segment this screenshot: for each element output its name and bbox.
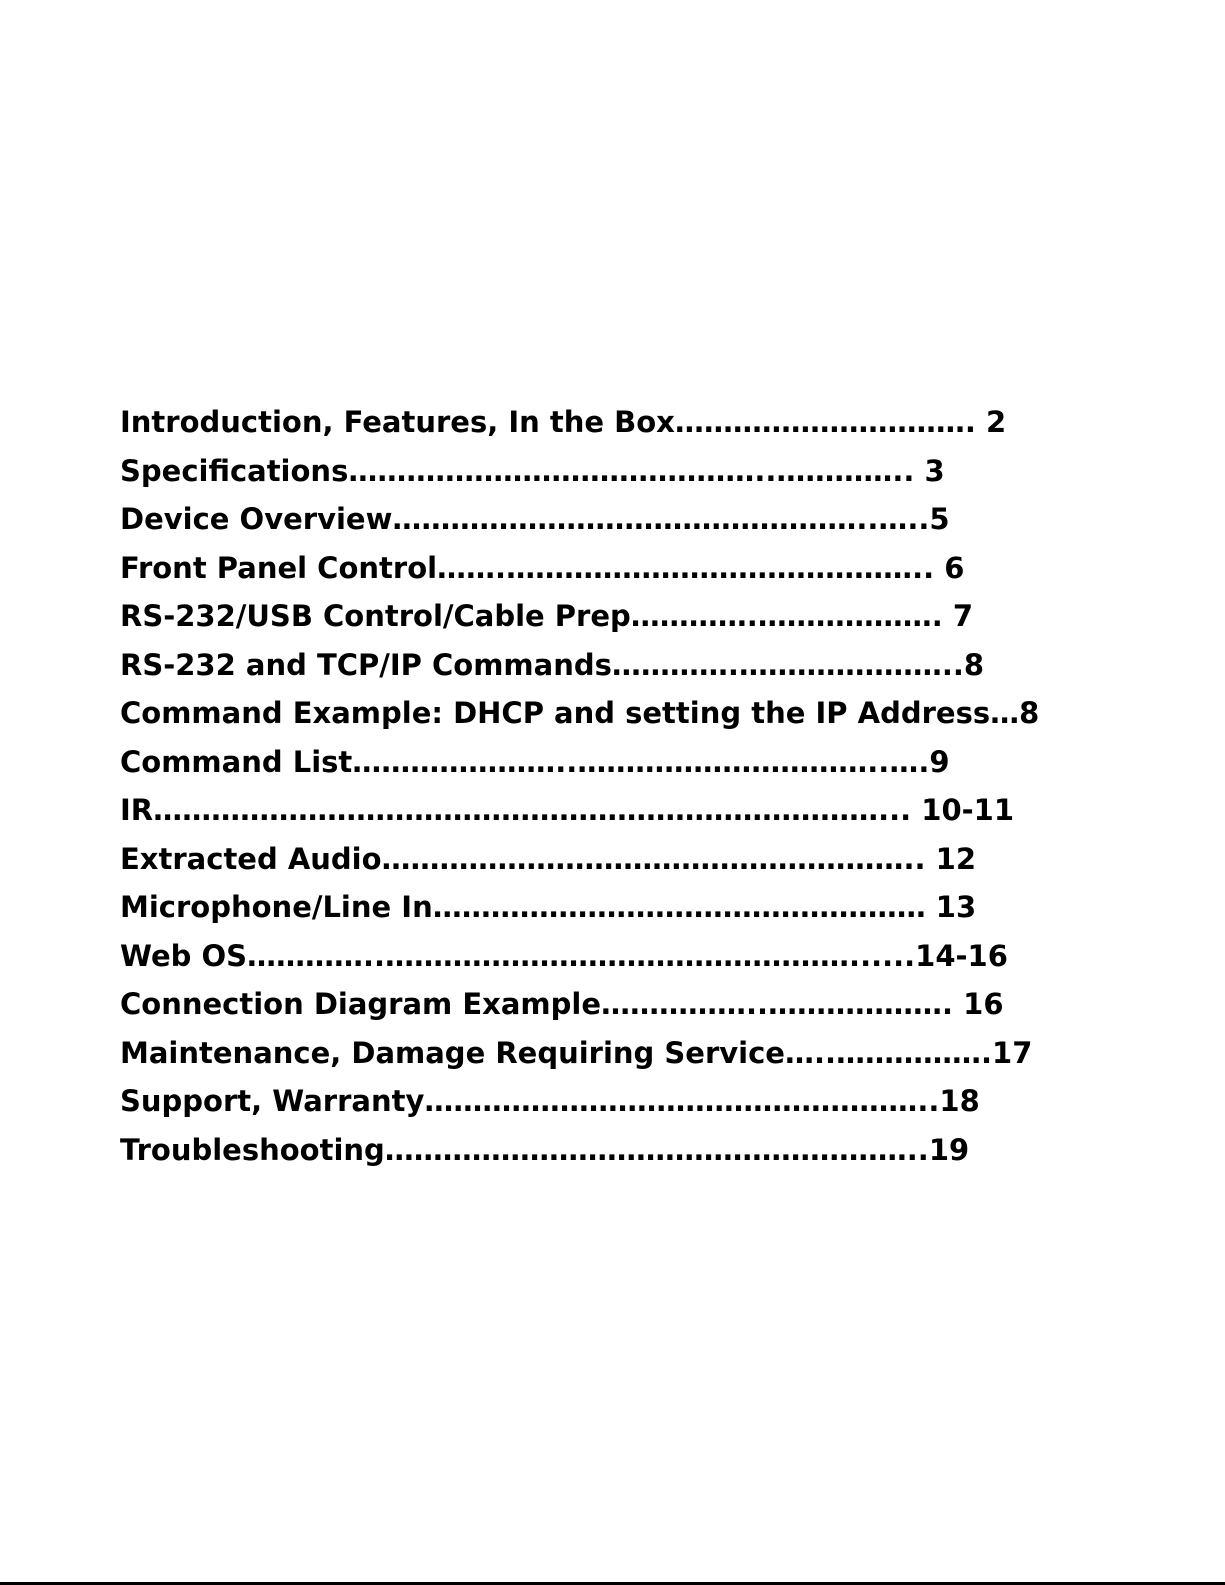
- toc-entry-connection-diagram: Connection Diagram Example……………..………………. 16: [120, 987, 1004, 1021]
- toc-entry-troubleshooting: Troubleshooting………………………………………………..19: [120, 1132, 970, 1167]
- toc-entry-maintenance: Maintenance, Damage Requiring Service…..…………….17: [120, 1035, 1033, 1070]
- toc-entry-device-overview: Device Overview…………………………………………..…..5: [120, 502, 950, 536]
- toc-entry-support-warranty: Support, Warranty……………………………………………..18: [120, 1084, 980, 1118]
- toc-entry-command-list: Command List…………………..…………………………..….9: [120, 744, 950, 779]
- toc-entry-rs232-usb-control: RS-232/USB Control/Cable Prep………….………………. 7: [120, 599, 974, 633]
- toc-entry-specifications: Specifications……………………………………..………….. 3: [120, 453, 945, 488]
- toc-entry-front-panel-control: Front Panel Control…….…………………………………….. 6: [120, 550, 965, 585]
- toc-entry-microphone-line-in: Microphone/Line In…………………………………………… 13: [120, 890, 977, 924]
- toc-entry-extracted-audio: Extracted Audio……………………………………………….. 12: [120, 841, 977, 876]
- toc-entry-rs232-tcpip-commands: RS-232 and TCP/IP Commands………….…………………..8: [120, 647, 985, 682]
- table-of-contents: [120, 398, 1120, 1174]
- toc-entry-command-example: Command Example: DHCP and setting the IP Address…8: [120, 696, 1040, 730]
- toc-entry-ir: IR…………………………………………………………………... 10-11: [120, 793, 1015, 827]
- toc-entry-introduction: Introduction, Features, In the Box…………………………. 2: [120, 405, 1007, 439]
- toc-entry-web-os: Web OS…………..…………………………………………......14-16: [120, 938, 1008, 973]
